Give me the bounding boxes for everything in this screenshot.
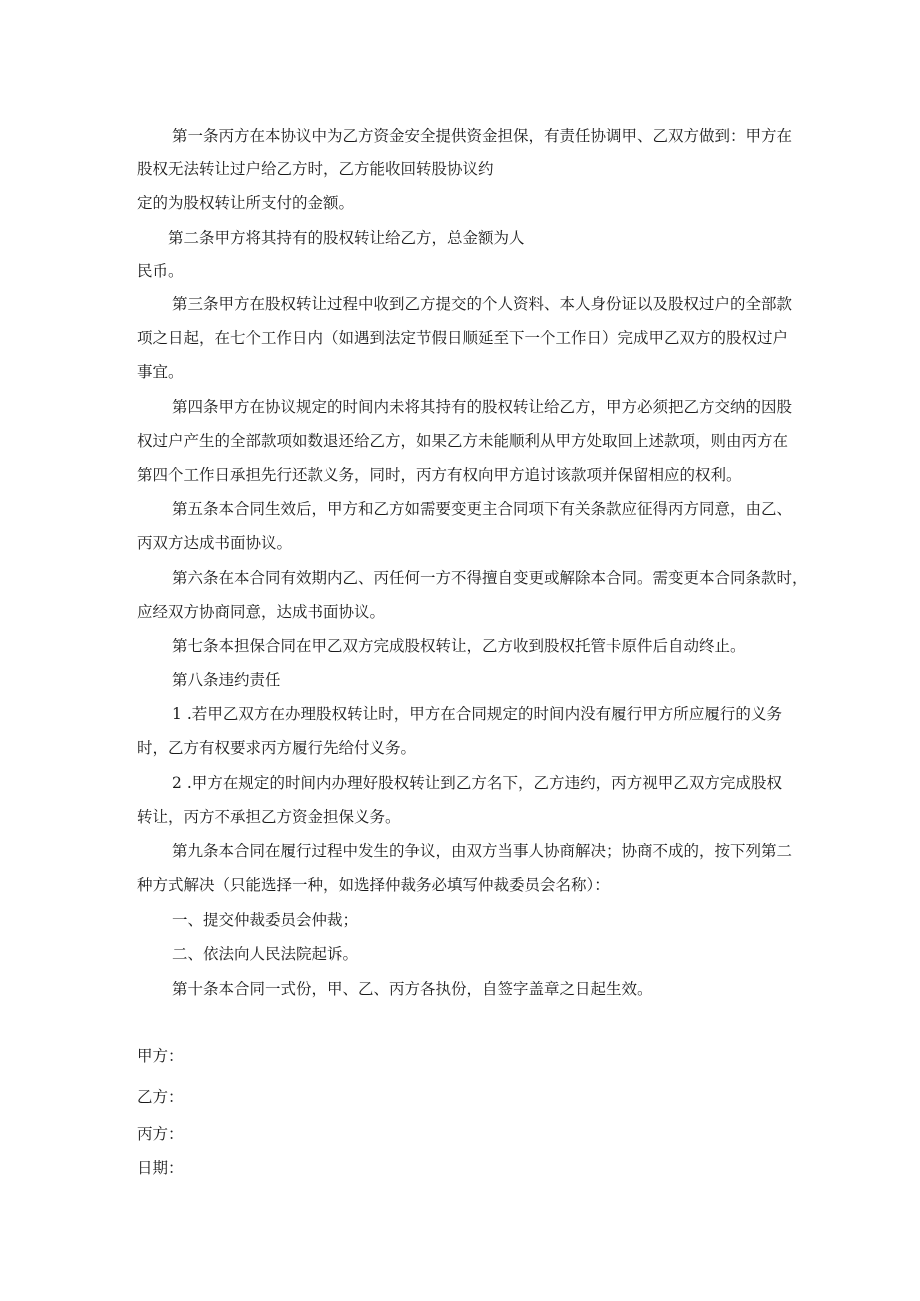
clause-8-title: 第八条违约责任 <box>172 671 281 689</box>
clause-10: 第十条本合同一式份，甲、乙、丙方各执份，自签字盖章之日起生效。 <box>172 980 653 998</box>
clause-1-line-1: 第一条丙方在本协议中为乙方资金安全提供资金担保，有责任协调甲、乙双方做到：甲方在 <box>172 127 793 145</box>
clause-2-line-2: 民币。 <box>137 262 184 280</box>
clause-3-line-1: 第三条甲方在股权转让过程中收到乙方提交的个人资料、本人身份证以及股权过户的全部款 <box>172 295 793 313</box>
signature-party-a: 甲方： <box>137 1047 184 1065</box>
clause-8-item-1-line-2: 时，乙方有权要求丙方履行先给付义务。 <box>137 739 417 757</box>
clause-3-line-3: 事宜。 <box>137 363 184 381</box>
clause-9-line-1: 第九条本合同在履行过程中发生的争议，由双方当事人协商解决；协商不成的，按下列第二 <box>172 842 793 860</box>
clause-1-line-2: 股权无法转让过户给乙方时，乙方能收回转股协议约 <box>137 160 494 178</box>
clause-4-line-2: 权过户产生的全部款项如数退还给乙方，如果乙方未能顺利从甲方处取回上述款项，则由丙方在 <box>137 432 789 450</box>
clause-6-line-2: 应经双方协商同意，达成书面协议。 <box>137 603 386 621</box>
clause-1-line-3: 定的为股权转让所支付的金额。 <box>137 194 355 212</box>
clause-8-item-1-line-1: 1 .若甲乙双方在办理股权转让时，甲方在合同规定的时间内没有履行甲方所应履行的义务 <box>172 705 782 723</box>
clause-3-line-2: 项之日起，在七个工作日内（如遇到法定节假日顺延至下一个工作日）完成甲乙双方的股权过户 <box>137 329 789 347</box>
clause-9-option-2: 二、依法向人民法院起诉。 <box>172 945 359 963</box>
clause-5-line-2: 丙双方达成书面协议。 <box>137 534 293 552</box>
clause-2-line-1: 第二条甲方将其持有的股权转让给乙方，总金额为人 <box>168 229 525 247</box>
clause-6-line-1: 第六条在本合同有效期内乙、丙任何一方不得擅自变更或解除本合同。需变更本合同条款时， <box>172 569 808 587</box>
signature-date: 日期： <box>137 1159 184 1177</box>
signature-party-b: 乙方： <box>137 1088 184 1106</box>
clause-9-line-2: 种方式解决（只能选择一种，如选择仲裁务必填写仲裁委员会名称）： <box>137 876 610 894</box>
clause-5-line-1: 第五条本合同生效后，甲方和乙方如需要变更主合同项下有关条款应征得丙方同意，由乙、 <box>172 500 793 518</box>
clause-4-line-3: 第四个工作日承担先行还款义务，同时，丙方有权向甲方追讨该款项并保留相应的权利。 <box>137 466 742 484</box>
clause-9-option-1: 一、提交仲裁委员会仲裁； <box>172 911 359 929</box>
clause-8-item-2-line-1: 2 .甲方在规定的时间内办理好股权转让到乙方名下，乙方违约，丙方视甲乙双方完成股权 <box>172 774 782 792</box>
signature-party-c: 丙方： <box>137 1125 184 1143</box>
clause-8-item-2-line-2: 转让，丙方不承担乙方资金担保义务。 <box>137 808 401 826</box>
clause-7: 第七条本担保合同在甲乙双方完成股权转让，乙方收到股权托管卡原件后自动终止。 <box>172 637 746 655</box>
clause-4-line-1: 第四条甲方在协议规定的时间内未将其持有的股权转让给乙方，甲方必须把乙方交纳的因股 <box>172 398 793 416</box>
